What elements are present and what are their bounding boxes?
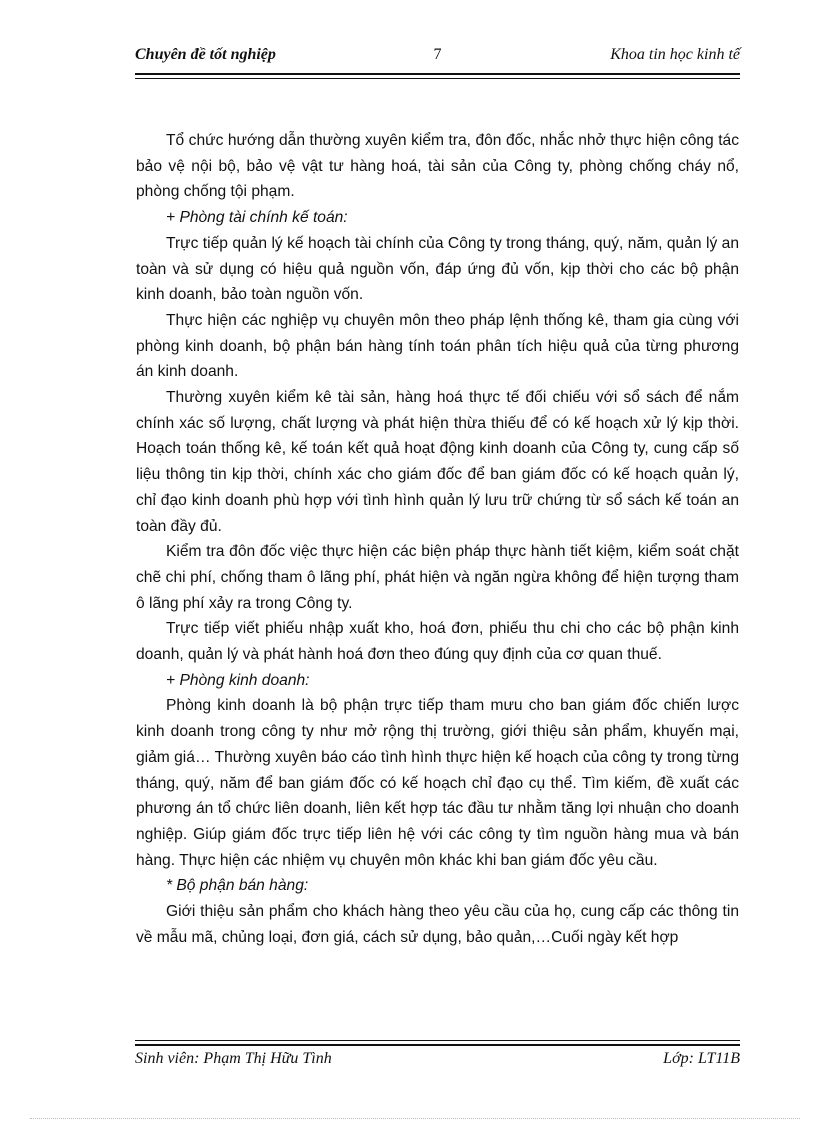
footer-rule-thick <box>135 1044 740 1046</box>
header-rule-thick <box>135 73 740 75</box>
footer-class: Lớp: LT11B <box>663 1050 740 1067</box>
paragraph: Thường xuyên kiểm kê tài sản, hàng hoá thực tế đối chiếu với sổ sách để nắm chính xác số lượng, chất lượng và phát hiện thừa thiếu để có kế hoạch xử lý kịp thời. Hoạch toán thống kê, kế toán kết quả hoạt động kinh doanh của Công ty, cung cấp số liệu thông tin kịp thời, chính xác cho giám đốc để ban giám đốc có kế hoạch quản lý, chỉ đạo kinh doanh phù hợp với tình hình quản lý lưu trữ chứng từ sổ sách kế toán an toàn đầy đủ. <box>136 389 739 535</box>
section-heading-finance: + Phòng tài chính kế toán: <box>166 209 348 227</box>
paragraph: Thực hiện các nghiệp vụ chuyên môn theo pháp lệnh thống kê, tham gia cùng với phòng kinh doanh, bộ phận bán hàng tính toán phân tích hiệu quả của từng phương án kinh doanh. <box>136 311 739 381</box>
section-heading-sales: * Bộ phận bán hàng: <box>166 877 309 895</box>
footer-rule-thin <box>135 1040 740 1041</box>
section-heading-business: + Phòng kinh doanh: <box>166 671 310 689</box>
paragraph: Giới thiệu sản phẩm cho khách hàng theo yêu cầu của họ, cung cấp các thông tin về mẫu mã, chủng loại, đơn giá, cách sử dụng, bảo quản,…Cuối ngày kết hợp <box>136 903 739 946</box>
paragraph: Kiểm tra đôn đốc việc thực hiện các biện pháp thực hành tiết kiệm, kiểm soát chặt chẽ chi phí, chống tham ô lãng phí, phát hiện và ngăn ngừa không để hiện tượng tham ô lãng phí xảy ra trong Công ty. <box>136 543 739 612</box>
header-title: Chuyên đề tốt nghiệp <box>135 46 276 63</box>
paragraph: Trực tiếp viết phiếu nhập xuất kho, hoá đơn, phiếu thu chi cho các bộ phận kinh doanh, quản lý và phát hành hoá đơn theo đúng quy định của cơ quan thuế. <box>136 620 739 664</box>
header-rule-thin <box>135 78 740 79</box>
paragraph: Tổ chức hướng dẫn thường xuyên kiểm tra, đôn đốc, nhắc nhở thực hiện công tác bảo vệ nội bộ, bảo vệ vật tư hàng hoá, tài sản của Công ty, phòng chống cháy nổ, phòng chống tội phạm. <box>136 132 739 201</box>
paragraph: Trực tiếp quản lý kế hoạch tài chính của Công ty trong tháng, quý, năm, quản lý an toàn và sử dụng có hiệu quả nguồn vốn, đáp ứng đủ vốn, kịp thời cho các bộ phận kinh doanh, bảo toàn nguồn vốn. <box>136 234 739 304</box>
page-footer <box>135 1050 740 1074</box>
header-department: Khoa tin học kinh tế <box>610 46 740 63</box>
paragraph: Phòng kinh doanh là bộ phận trực tiếp tham mưu cho ban giám đốc chiến lược kinh doanh trong công ty như mở rộng thị trường, giới thiệu sản phẩm, khuyến mại, giảm giá… Thường xuyên báo cáo tình hình thực hiện kế hoạch của công ty trong từng tháng, quý, năm để ban giám đốc có kế hoạch chỉ đạo cụ thể. Tìm kiếm, đề xuất các phương án tổ chức liên doanh, liên kết hợp tác đầu tư nhằm tăng lợi nhuận cho doanh nghiệp. Giúp giám đốc trực tiếp liên hệ với các công ty tìm nguồn hàng mua và bán hàng. Thực hiện các nhiệm vụ chuyên môn khác khi ban giám đốc yêu cầu. <box>136 697 740 869</box>
page-number: 7 <box>433 46 442 63</box>
page-header <box>135 46 740 70</box>
page-edge-dotted-line <box>30 1118 800 1119</box>
body-text <box>136 128 739 951</box>
footer-student: Sinh viên: Phạm Thị Hữu Tình <box>135 1050 332 1067</box>
